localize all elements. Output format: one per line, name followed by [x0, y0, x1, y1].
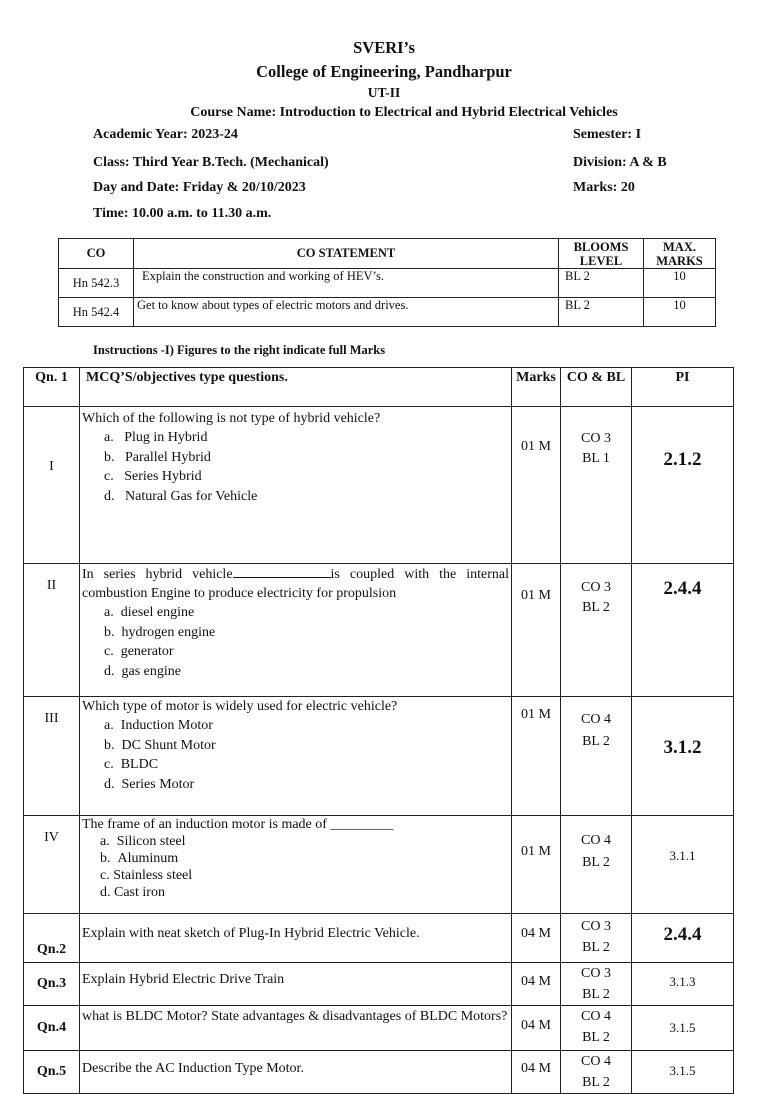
question-marks: 01 M — [512, 697, 561, 816]
question-marks: 04 M — [512, 914, 561, 963]
class-info: Class: Third Year B.Tech. (Mechanical) — [93, 155, 329, 170]
option-c: c. Stainless steel — [100, 868, 193, 883]
co-table-header — [59, 239, 716, 269]
division: Division: A & B — [573, 155, 667, 170]
question-number: Qn.4 — [24, 1006, 80, 1051]
question-cell — [80, 697, 512, 816]
option-a: a. Silicon steel — [100, 834, 186, 849]
question-cell — [80, 407, 512, 564]
question-table — [23, 367, 734, 1094]
blooms-level: BL 2 — [559, 298, 644, 327]
long-question-row — [24, 1006, 734, 1051]
question-marks: 04 M — [512, 1006, 561, 1051]
question-text: Explain with neat sketch of Plug-In Hybrid Electric Vehicle. — [80, 914, 512, 963]
question-number: Qn.5 — [24, 1051, 80, 1094]
question-cell — [80, 816, 512, 914]
question-marks: 04 M — [512, 1051, 561, 1094]
question-marks: 01 M — [512, 407, 561, 564]
question-text: Which type of motor is widely used for electric vehicle? — [82, 699, 398, 714]
mcq-row — [24, 697, 734, 816]
bl-value: BL 2 — [582, 1030, 610, 1045]
co-statement-header: CO STATEMENT — [134, 239, 559, 269]
table-row — [59, 269, 716, 298]
pi-value: 3.1.5 — [632, 1051, 734, 1094]
marks-header: Marks — [512, 368, 561, 407]
co-bl-cell — [561, 914, 632, 963]
question-number: Qn.3 — [24, 963, 80, 1006]
co-value: CO 4 — [581, 1054, 611, 1069]
option-b: b. Aluminum — [100, 851, 179, 866]
long-question-row — [24, 963, 734, 1006]
co-value: CO 3 — [581, 966, 611, 981]
co-code: Hn 542.3 — [59, 269, 134, 298]
options-list — [82, 833, 509, 901]
question-cell — [80, 564, 512, 697]
options-list — [82, 428, 509, 506]
blooms-level-header: BLOOMS LEVEL — [559, 239, 644, 269]
long-question-row — [24, 1051, 734, 1094]
pi-value: 3.1.5 — [632, 1006, 734, 1051]
question-number: II — [24, 564, 80, 697]
co-value: CO 3 — [581, 580, 611, 595]
co-bl-cell — [561, 407, 632, 564]
pi-value: 3.1.1 — [632, 816, 734, 914]
question-marks: 01 M — [512, 816, 561, 914]
exam-time: Time: 10.00 a.m. to 11.30 a.m. — [93, 206, 272, 221]
mcq-row — [24, 816, 734, 914]
co-bl-header: CO & BL — [561, 368, 632, 407]
pi-value: 2.1.2 — [632, 407, 734, 564]
question-number: I — [24, 407, 80, 564]
max-marks: 10 — [644, 269, 716, 298]
option-b: b. hydrogen engine — [104, 624, 216, 640]
option-b: b. DC Shunt Motor — [104, 737, 216, 753]
exam-title: UT-II — [367, 85, 401, 100]
co-value: CO 3 — [581, 431, 611, 446]
course-name: Course Name: Introduction to Electrical and Hybrid Electrical Vehicles — [190, 105, 618, 120]
co-statement: Get to know about types of electric motors and drives. — [134, 298, 559, 327]
institute-name: SVERI’s — [353, 38, 415, 57]
option-c: c. generator — [104, 644, 174, 659]
co-bl-cell — [561, 1051, 632, 1094]
question-number: Qn.2 — [24, 914, 80, 963]
bl-value: BL 2 — [582, 734, 610, 749]
question-table-header — [24, 368, 734, 407]
blank-line — [233, 566, 331, 578]
table-row — [59, 298, 716, 327]
option-b: b. Parallel Hybrid — [104, 449, 211, 465]
bl-value: BL 2 — [582, 600, 610, 615]
option-a: a. Induction Motor — [104, 718, 213, 733]
blooms-level: BL 2 — [559, 269, 644, 298]
co-header: CO — [59, 239, 134, 269]
co-bl-cell — [561, 564, 632, 697]
co-bl-cell — [561, 697, 632, 816]
semester: Semester: I — [573, 127, 642, 142]
co-value: CO 3 — [581, 919, 611, 934]
question-type-header: MCQ’S/objectives type questions. — [80, 368, 512, 407]
option-a: a. Plug in Hybrid — [104, 430, 208, 445]
question-number: IV — [24, 816, 80, 914]
instructions: Instructions -I) Figures to the right indicate full Marks — [93, 343, 386, 357]
co-table — [58, 238, 716, 327]
option-d: d. Series Motor — [104, 776, 195, 792]
college-name: College of Engineering, Pandharpur — [256, 62, 512, 81]
pi-header: PI — [632, 368, 734, 407]
question-text: Which of the following is not type of hybrid vehicle? — [82, 411, 381, 426]
academic-year: Academic Year: 2023-24 — [93, 127, 238, 142]
option-c: c. Series Hybrid — [104, 469, 202, 484]
question-marks: 01 M — [512, 564, 561, 697]
pi-value: 2.4.4 — [632, 564, 734, 697]
max-marks: 10 — [644, 298, 716, 327]
co-value: CO 4 — [581, 712, 611, 727]
co-statement: Explain the construction and working of HEV’s. — [134, 269, 559, 298]
max-marks-header: MAX. MARKS — [644, 239, 716, 269]
question-text — [82, 565, 509, 603]
option-c: c. BLDC — [104, 757, 159, 772]
bl-value: BL 1 — [582, 451, 610, 466]
bl-value: BL 2 — [582, 855, 610, 870]
co-value: CO 4 — [581, 833, 611, 848]
co-code: Hn 542.4 — [59, 298, 134, 327]
mcq-row — [24, 564, 734, 697]
bl-value: BL 2 — [582, 987, 610, 1002]
question-number: III — [24, 697, 80, 816]
option-d: d. gas engine — [104, 663, 181, 679]
bl-value: BL 2 — [582, 1075, 610, 1090]
question-text-part1: In series hybrid vehicle — [82, 567, 233, 582]
co-bl-cell — [561, 963, 632, 1006]
options-list — [82, 603, 509, 681]
pi-value: 3.1.3 — [632, 963, 734, 1006]
qn-header: Qn. 1 — [24, 368, 80, 407]
mcq-row — [24, 407, 734, 564]
long-question-row — [24, 914, 734, 963]
option-d: d. Natural Gas for Vehicle — [104, 488, 258, 504]
option-a: a. diesel engine — [104, 605, 195, 620]
co-value: CO 4 — [581, 1009, 611, 1024]
question-text: The frame of an induction motor is made of _________ — [82, 817, 394, 832]
pi-value: 2.4.4 — [632, 914, 734, 963]
options-list — [82, 716, 509, 794]
co-bl-cell — [561, 1006, 632, 1051]
question-marks: 04 M — [512, 963, 561, 1006]
day-date: Day and Date: Friday & 20/10/2023 — [93, 180, 306, 195]
co-bl-cell — [561, 816, 632, 914]
question-text: Describe the AC Induction Type Motor. — [80, 1051, 512, 1094]
question-text: what is BLDC Motor? State advantages & disadvantages of BLDC Motors? — [80, 1006, 512, 1051]
bl-value: BL 2 — [582, 940, 610, 955]
total-marks: Marks: 20 — [573, 180, 635, 195]
pi-value: 3.1.2 — [632, 697, 734, 816]
option-d: d. Cast iron — [100, 885, 165, 900]
question-text-part2: is coupled with the internal combustion Engine to produce electricity for propulsion — [82, 567, 509, 601]
question-text: Explain Hybrid Electric Drive Train — [80, 963, 512, 1006]
